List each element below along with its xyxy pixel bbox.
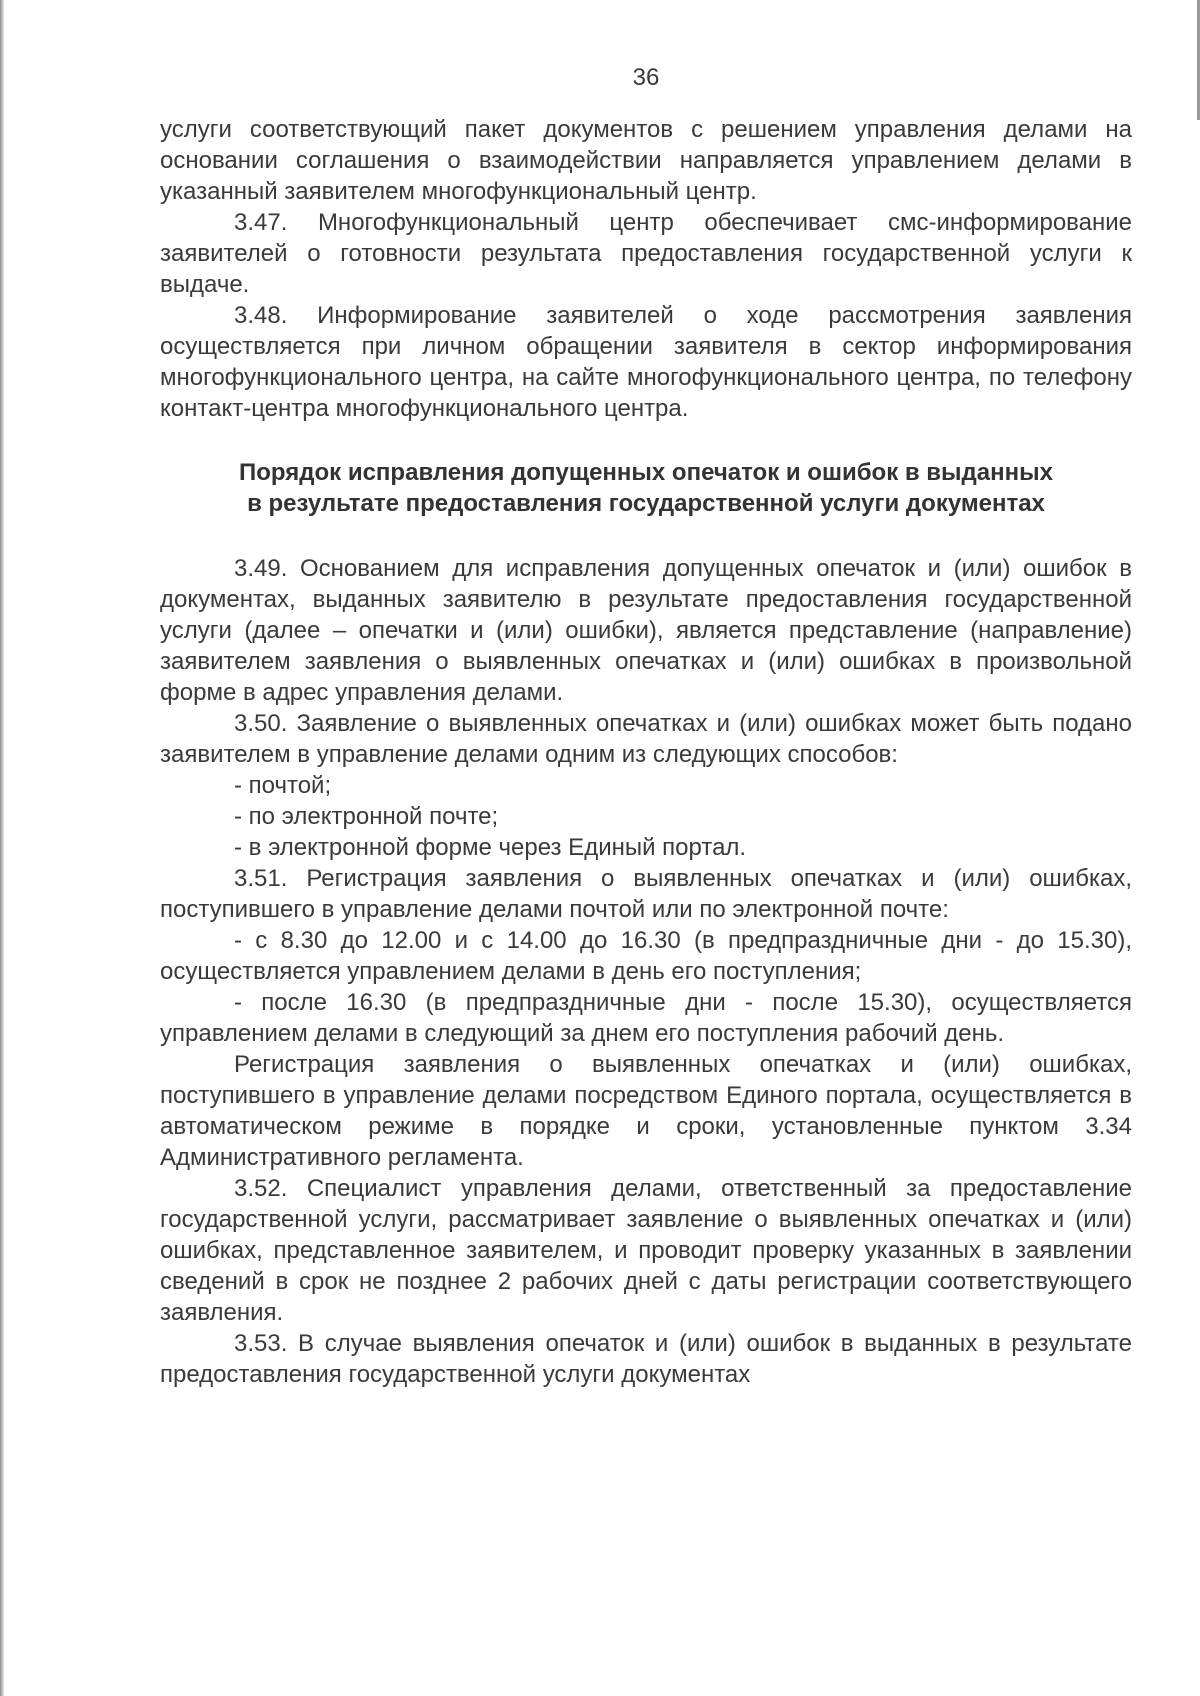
spacer (160, 424, 1132, 457)
paragraph-3-49: 3.49. Основанием для исправления допущенных опечаток и (или) ошибок в документах, выданных заявителю в результате предоставления государственной услуги (далее – опечатки и (или) ошибки), является представление (направление) заявителем заявления о выявленных опечатках и (или) ошибках в произвольной форме в адрес управления делами. (160, 555, 1132, 706)
document-page (160, 58, 1132, 1390)
section-heading-line-2: в результате предоставления государственной услуги документах (247, 490, 1045, 517)
paragraph-3-50: 3.50. Заявление о выявленных опечатках и (или) ошибках может быть подано заявителем в управление делами одним из следующих способов: (160, 710, 1132, 768)
spacer (160, 519, 1132, 553)
list-item-email: - по электронной почте; (234, 803, 499, 830)
paragraph-3-47: 3.47. Многофункциональный центр обеспечивает смс-информирование заявителей о готовности результата предоставления государственной услуги к выдаче. (160, 209, 1132, 298)
page-left-edge-shadow (0, 0, 4, 1696)
list-item-portal: - в электронной форме через Единый портал. (234, 834, 747, 861)
paragraph-continuation: услуги соответствующий пакет документов с решением управления делами на основании соглашения о взаимодействии направляется управлением делами в указанный заявителем многофункциональный центр. (160, 116, 1132, 205)
page-number: 36 (632, 64, 660, 91)
list-item-after-hours: - после 16.30 (в предпраздничные дни - после 15.30), осуществляется управлением делами в следующий за днем его поступления рабочий день. (160, 989, 1132, 1047)
list-item-working-hours: - с 8.30 до 12.00 и с 14.00 до 16.30 (в предпраздничные дни - до 15.30), осуществляется управлением делами в день его поступления; (160, 927, 1132, 985)
paragraph-3-52: 3.52. Специалист управления делами, ответственный за предоставление государственной услуги, рассматривает заявление о выявленных опечатках и (или) ошибках, представленное заявителем, и проводит проверку указанных в заявлении сведений в срок не позднее 2 рабочих дней с даты регистрации соответствующего заявления. (160, 1175, 1132, 1326)
paragraph-portal-registration: Регистрация заявления о выявленных опечатках и (или) ошибках, поступившего в управление делами посредством Единого портала, осуществляется в автоматическом режиме в порядке и сроки, установленные пунктом 3.34 Административного регламента. (160, 1051, 1132, 1171)
section-heading (160, 457, 1132, 519)
section-heading-line-1: Порядок исправления допущенных опечаток и ошибок в выданных (239, 459, 1053, 486)
paragraph-3-48: 3.48. Информирование заявителей о ходе рассмотрения заявления осуществляется при личном обращении заявителя в сектор информирования многофункционального центра, на сайте многофункционального центра, по телефону контакт-центра многофункционального центра. (160, 302, 1132, 422)
list-item-post: - почтой; (234, 772, 332, 799)
paragraph-3-53: 3.53. В случае выявления опечаток и (или) ошибок в выданных в результате предоставления государственной услуги документах (160, 1330, 1132, 1388)
paragraph-3-51: 3.51. Регистрация заявления о выявленных опечатках и (или) ошибках, поступившего в управление делами почтой или по электронной почте: (160, 865, 1132, 923)
